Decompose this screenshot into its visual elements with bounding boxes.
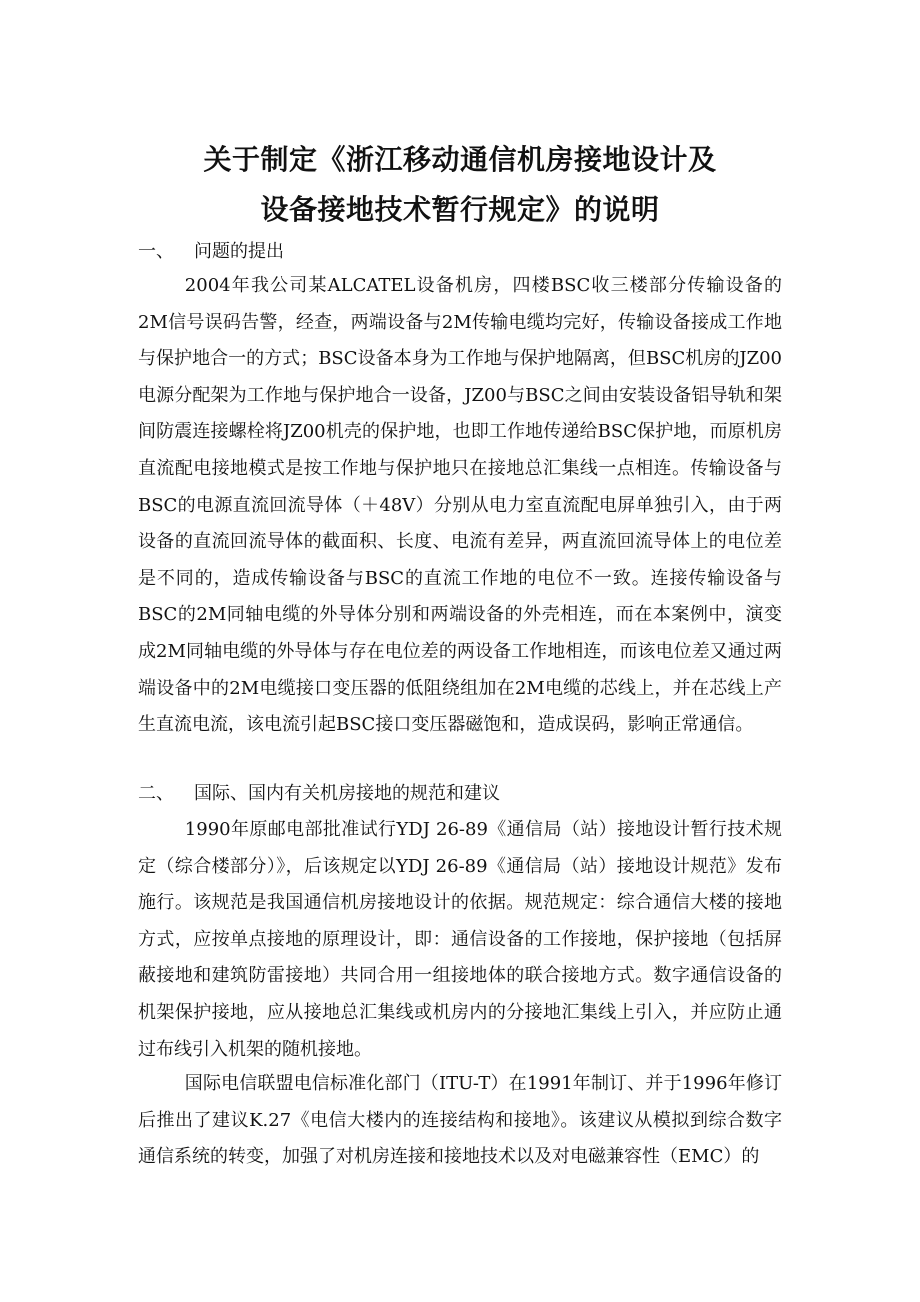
body-paragraph: 国际电信联盟电信标准化部门（ITU-T）在1991年制订、并于1996年修订后推出了建议K.27《电信大楼内的连接结构和接地》。该建议从模拟到综合数字通信系统的转变，加强了对机房连接和接地技术以及对电磁兼容性（EMC）的: [138, 1073, 782, 1168]
section-heading-text: 问题的提出: [194, 241, 284, 262]
section-number: 一、: [138, 241, 174, 262]
document-title-line-2: 设备接地技术暂行规定》的说明: [260, 193, 660, 226]
section-heading-2: [138, 780, 500, 808]
section-number: 二、: [138, 783, 174, 804]
document-title-line-1: 关于制定《浙江移动通信机房接地设计及: [203, 143, 717, 176]
body-paragraph: 2004年我公司某ALCATEL设备机房，四楼BSC收三楼部分传输设备的2M信号误码告警，经查，两端设备与2M传输电缆均完好，传输设备接成工作地与保护地合一的方式；BSC设备本身为工作地与保护地隔离，但BSC机房的JZ00电源分配架为工作地与保护地合一设备，JZ00与BSC之间由安装设备铝导轨和架间防震连接螺栓将JZ00机壳的保护地，也即工作地传递给BSC保护地，而原机房直流配电接地模式是按工作地与保护地只在接地总汇集线一点相连。传输设备与BSC的电源直流回流导体（＋48V）分别从电力室直流配电屏单独引入，由于两设备的直流回流导体的截面积、长度、电流有差异，两直流回流导体上的电位差是不同的，造成传输设备与BSC的直流工作地的电位不一致。连接传输设备与BSC的2M同轴电缆的外导体分别和两端设备的外壳相连，而在本案例中，演变成2M同轴电缆的外导体与存在电位差的两设备工作地相连，而该电位差又通过两端设备中的2M电缆接口变压器的低阻绕组加在2M电缆的芯线上，并在芯线上产生直流电流，该电流引起BSC接口变压器磁饱和，造成误码，影响正常通信。: [138, 275, 782, 736]
section-heading-text: 国际、国内有关机房接地的规范和建议: [194, 783, 500, 804]
section-heading-1: [138, 238, 284, 266]
body-paragraph: 1990年原邮电部批准试行YDJ 26-89《通信局（站）接地设计暂行技术规定（综合楼部分）》，后该规定以YDJ 26-89《通信局（站）接地设计规范》发布施行。该规范是我国通信机房接地设计的依据。规范规定：综合通信大楼的接地方式，应按单点接地的原理设计，即：通信设备的工作接地，保护接地（包括屏蔽接地和建筑防雷接地）共同合用一组接地体的联合接地方式。数字通信设备的机架保护接地，应从接地总汇集线或机房内的分接地汇集线上引入，并应防止通过布线引入机架的随机接地。: [138, 819, 782, 1060]
